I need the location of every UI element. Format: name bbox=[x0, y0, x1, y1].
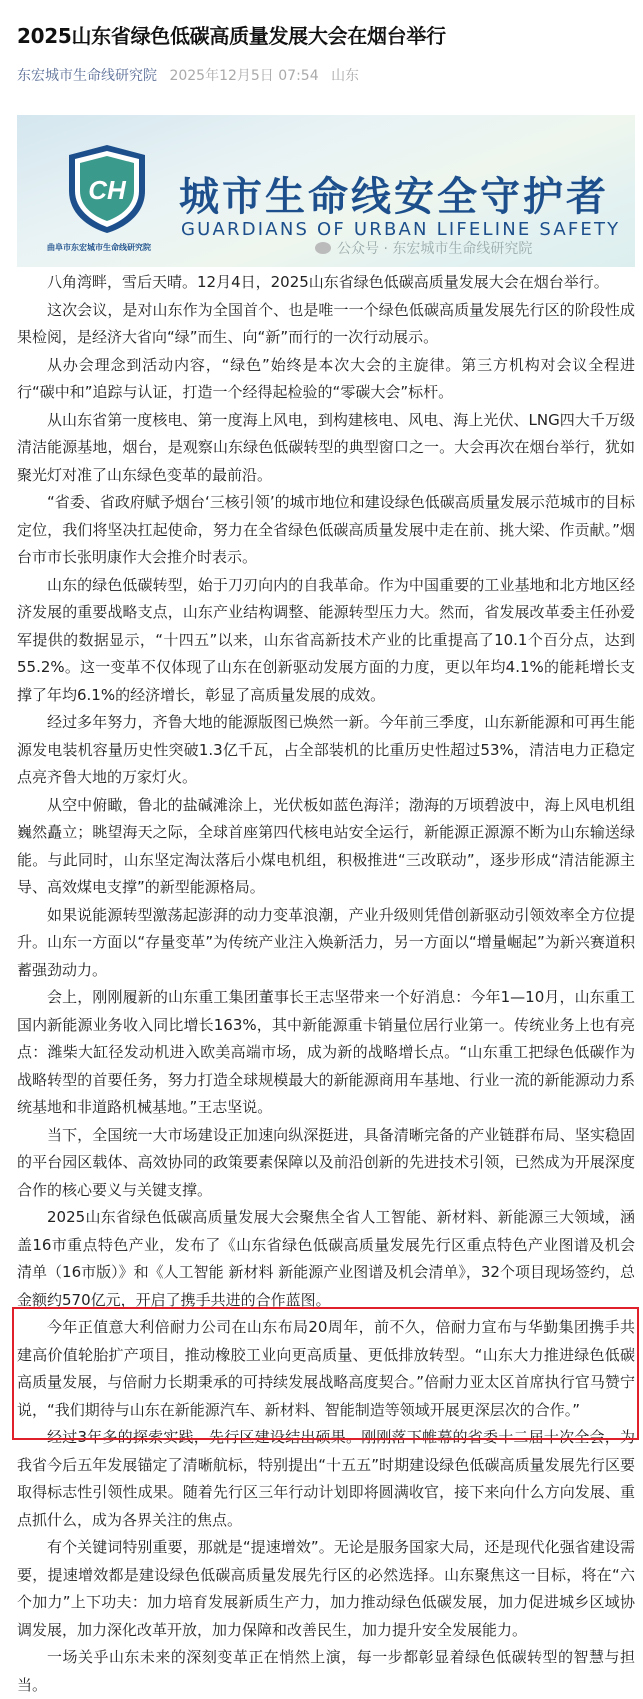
publish-date: 2025年12月5日 07:54 bbox=[169, 68, 319, 84]
banner-title-cn: 城市生命线安全守护者 bbox=[179, 174, 609, 220]
article-body bbox=[17, 269, 635, 1699]
article-paragraph: 从办会理念到活动内容，“绿色”始终是本次大会的主旋律。第三方机构对会议全程进行“碳中和”追踪与认证，打造一个经得起检验的“零碳大会”标杆。 bbox=[17, 355, 635, 401]
author-link[interactable]: 东宏城市生命线研究院 bbox=[17, 68, 157, 84]
banner-title-en: GUARDIANS OF URBAN LIFELINE SAFETY bbox=[181, 219, 621, 240]
article-paragraph: 如果说能源转型激荡起澎湃的动力变革浪潮，产业升级则凭借创新驱动引领效率全方位提升。山东一方面以“存量变革”为传统产业注入焕新活力，另一方面以“增量崛起”为新兴赛道积蓄强劲动力。 bbox=[17, 905, 635, 979]
article-paragraph: 经过3年多的探索实践，先行区建设结出硕果。刚刚落下帷幕的省委十二届十次全会，为我省今后五年发展锚定了清晰航标，特别提出“十五五”时期建设绿色低碳高质量发展先行区要取得标志性引领性成果。随着先行区三年行动计划即将圆满收官，接下来向什么方向发展、重点抓什么，成为各界关注的焦点。 bbox=[17, 1428, 635, 1529]
svg-text:CH: CH bbox=[88, 175, 126, 205]
article-paragraph: 这次会议，是对山东作为全国首个、也是唯一一个绿色低碳高质量发展先行区的阶段性成果检阅，是经济大省向“绿”而生、向“新”而行的一次行动展示。 bbox=[17, 300, 635, 346]
article-paragraph: 从空中俯瞰，鲁北的盐碱滩涂上，光伏板如蓝色海洋；渤海的万顷碧波中，海上风电机组巍然矗立；眺望海天之际，全球首座第四代核电站安全运行，新能源正源源不断为山东输送绿能。与此同时，山东坚定淘汰落后小煤电机组，积极推进“三改联动”，逐步形成“清洁能源主导、高效煤电支撑”的新型能源格局。 bbox=[17, 795, 635, 896]
article-title: 2025山东省绿色低碳高质量发展大会在烟台举行 bbox=[17, 24, 446, 48]
publish-location: 山东 bbox=[331, 68, 360, 84]
article-paragraph: 经过多年努力，齐鲁大地的能源版图已焕然一新。今年前三季度，山东新能源和可再生能源发电装机容量历史性突破1.3亿千瓦，占全部装机的比重历史性超过53%，清洁电力正稳定点亮齐鲁大地的万家灯火。 bbox=[17, 713, 635, 786]
article-paragraph: 有个关键词特别重要，那就是“提速增效”。无论是服务国家大局，还是现代化强省建设需要，提速增效都是建设绿色低碳高质量发展先行区的必然选择。山东聚焦这一目标，将在“六个加力”上下功夫：加力培育发展新质生产力，加力推动绿色低碳发展，加力促进城乡区域协调发展，加力深化改革开放，加力保障和改善民生，加力提升安全发展能力。 bbox=[17, 1538, 635, 1639]
watermark bbox=[315, 238, 532, 258]
article-paragraph: 会上，刚刚履新的山东重工集团董事长王志坚带来一个好消息：今年1—10月，山东重工国内新能源业务收入同比增长163%，其中新能源重卡销量位居行业第一。传统业务上也有亮点：潍柴大缸径发动机进入欧美高端市场，成为新的战略增长点。“山东重工把绿色低碳作为战略转型的首要任务，努力打造全球规模最大的新能源商用车基地、行业一流的新能源动力系统基地和非道路机械基地。”王志坚说。 bbox=[17, 988, 635, 1116]
wechat-icon bbox=[315, 242, 331, 254]
article-paragraph: 一场关乎山东未来的深刻变革正在悄然上演，每一步都彰显着绿色低碳转型的智慧与担当。 bbox=[17, 1648, 635, 1694]
article-paragraph: 从山东省第一度核电、第一度海上风电，到构建核电、风电、海上光伏、LNG四大千万级清洁能源基地，烟台，是观察山东绿色低碳转型的典型窗口之一。大会再次在烟台举行，犹如聚光灯对准了山东绿色变革的最前沿。 bbox=[17, 410, 635, 484]
institute-name: 曲阜市东宏城市生命线研究院 bbox=[47, 243, 151, 252]
article-paragraph: 八角湾畔，雪后天晴。12月4日，2025山东省绿色低碳高质量发展大会在烟台举行。 bbox=[47, 273, 609, 291]
article-paragraph: 2025山东省绿色低碳高质量发展大会聚焦全省人工智能、新材料、新能源三大领域，涵盖16市重点特色产业，发布了《山东省绿色低碳高质量发展先行区重点特色产业图谱及机会清单（16市版）》和《人工智能 新材料 新能源产业图谱及机会清单》，32个项目现场签约，总金额约570亿元，开启了携手共进的合作蓝图。 bbox=[17, 1208, 635, 1309]
article-paragraph: “省委、省政府赋予烟台‘三核引领’的城市地位和建设绿色低碳高质量发展示范城市的目标定位，我们将坚决扛起使命，努力在全省绿色低碳高质量发展中走在前、挑大梁、作贡献。”烟台市市长张明康作大会推介时表示。 bbox=[17, 493, 635, 566]
article-meta bbox=[17, 66, 635, 86]
article-paragraph: 当下，全国统一大市场建设正加速向纵深挺进，具备清晰完备的产业链群布局、坚实稳固的平台园区载体、高效协同的政策要素保障以及前沿创新的先进技术引领，已然成为开展深度合作的核心要义与关键支撑。 bbox=[17, 1125, 635, 1199]
shield-logo-icon bbox=[65, 143, 149, 235]
watermark-text: 公众号 · 东宏城市生命线研究院 bbox=[337, 241, 533, 257]
banner-image bbox=[17, 115, 635, 267]
article-paragraph: 山东的绿色低碳转型，始于刀刃向内的自我革命。作为中国重要的工业基地和北方地区经济发展的重要战略支点，山东产业结构调整、能源转型压力大。然而，省发展改革委主任孙爱军提供的数据显示，“十四五”以来，山东省高新技术产业的比重提高了10.1个百分点，达到55.2%。这一变革不仅体现了山东在创新驱动发展方面的力度，更以年均4.1%的能耗增长支撑了年均6.1%的经济增长，彰显了高质量发展的成效。 bbox=[17, 575, 635, 704]
article-paragraph: 今年正值意大利倍耐力公司在山东布局20周年，前不久，倍耐力宣布与华勤集团携手共建高价值轮胎扩产项目，推动橡胶工业向更高质量、更低排放转型。“山东大力推进绿色低碳高质量发展，与倍耐力长期秉承的可持续发展战略高度契合。”倍耐力亚太区首席执行官马赞宁说，“我们期待与山东在新能源汽车、新材料、智能制造等领域开展更深层次的合作。” bbox=[17, 1318, 635, 1419]
